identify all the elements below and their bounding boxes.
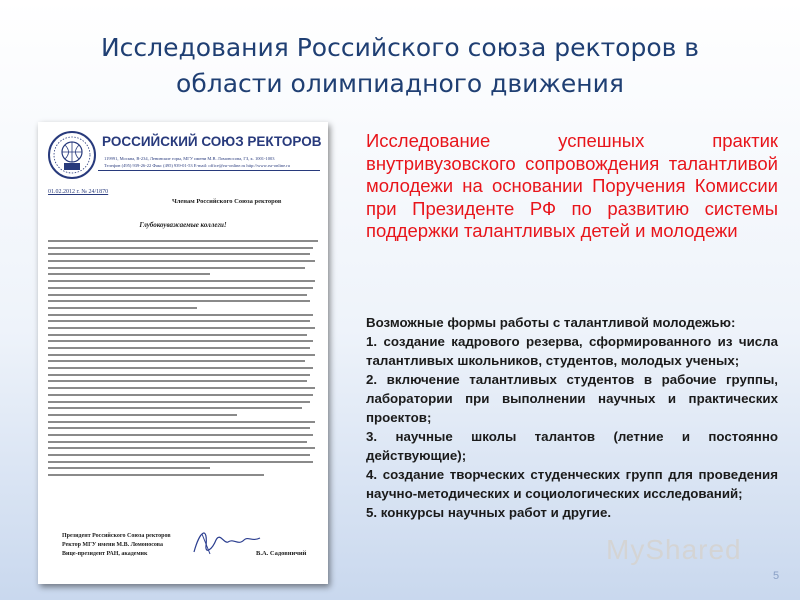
letter-text-line <box>48 273 210 275</box>
letter-text-line <box>48 340 313 342</box>
letter-address-line: 119991, Москва, В-234, Ленинские горы, МГУ имени М.В. Ломоносова, ГЗ, к. 1001-1003 <box>104 156 275 161</box>
letter-body <box>48 240 318 481</box>
letter-address <box>104 155 290 169</box>
letter-greeting: Глубокоуважаемые коллеги! <box>139 221 227 229</box>
watermark: MyShared <box>606 534 742 565</box>
letter-text-line <box>48 354 315 356</box>
list-item: 3. научные школы талантов (летние и постоянно действующие); <box>366 429 778 463</box>
letter-text-line <box>48 387 315 389</box>
list-item: 1. создание кадрового резерва, сформированного из числа талантливых школьников, студентов, молодых ученых; <box>366 334 778 368</box>
letter-text-line <box>48 260 315 262</box>
letter-text-line <box>48 320 310 322</box>
letter-text-line <box>48 307 197 309</box>
slide-title: Исследования Российского союза ректоров в области олимпиадного движения <box>100 33 700 98</box>
forms-intro: Возможные формы работы с талантливой молодежью: <box>366 315 736 330</box>
letter-text-line <box>48 374 310 376</box>
letter-signer-name: В.А. Садовничий <box>256 550 307 557</box>
letter-text-line <box>48 407 302 409</box>
letter-text-line <box>48 401 310 403</box>
list-item: 2. включение талантливых студентов в рабочие группы, лаборатории при выполнении научных и практических проектов; <box>366 372 778 425</box>
letter-text-line <box>48 414 237 416</box>
letter-text-line <box>48 467 210 469</box>
letter-text-line <box>48 427 310 429</box>
forms-list <box>366 313 778 522</box>
letter-text-line <box>48 454 310 456</box>
letter-text-line <box>48 394 313 396</box>
letter-image <box>38 122 328 584</box>
letter-address-line: Телефон (495) 939-26-22 Факс (495) 939-01-53 E-mail: office@rsr-online.ru http://www.rsr-online.ru <box>104 163 290 168</box>
letter-text-line <box>48 314 313 316</box>
letter-text-line <box>48 267 305 269</box>
letter-text-line <box>48 461 313 463</box>
letter-divider <box>98 170 320 171</box>
letter-text-line <box>48 280 315 282</box>
letter-text-line <box>48 240 318 242</box>
letter-text-line <box>48 474 264 476</box>
list-item: 4. создание творческих студенческих групп для проведения научно-методических и социологических исследований; <box>366 467 778 501</box>
letter-text-line <box>48 347 310 349</box>
letter-text-line <box>48 294 307 296</box>
page-number: 5 <box>773 570 780 582</box>
letter-text-line <box>48 447 315 449</box>
letter-org-name: РОССИЙСКИЙ СОЮЗ РЕКТОРОВ <box>102 134 322 149</box>
letter-recipient: Членам Российского Союза ректоров <box>172 198 282 205</box>
letter-text-line <box>48 334 307 336</box>
letter-text-line <box>48 247 313 249</box>
list-item: 5. конкурсы научных работ и другие. <box>366 505 612 520</box>
letter-text-line <box>48 421 315 423</box>
letter-signer: Президент Российского Союза ректоров Ректор МГУ имени М.В. Ломоносова Вице-президент РАН, академик <box>62 533 171 557</box>
letter-ref-number: 01.02.2012 г. № 24/1870 <box>48 189 109 195</box>
study-headline: Исследование успешных практик внутривузовского сопровождения талантливой молодежи на основании Поручения Комиссии при Президенте РФ по развитию системы поддержки талантливых детей и молодежи <box>366 130 778 241</box>
letter-text-line <box>48 380 307 382</box>
letter-text-line <box>48 253 310 255</box>
letter-text-line <box>48 287 313 289</box>
letter-text-line <box>48 441 307 443</box>
letter-text-line <box>48 434 313 436</box>
letter-text-line <box>48 367 313 369</box>
letter-text-line <box>48 360 305 362</box>
rsr-emblem-icon <box>47 130 97 180</box>
letter-text-line <box>48 327 315 329</box>
letter-text-line <box>48 300 310 302</box>
